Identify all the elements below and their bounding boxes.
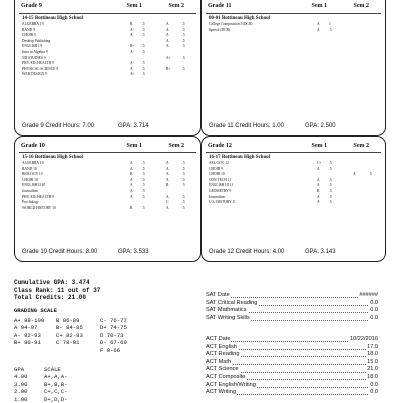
- grading-scale-row: [14, 332, 184, 339]
- sem1-credit: .5: [142, 166, 145, 171]
- sem2-credit: .5: [182, 166, 185, 171]
- course-name: PHY. ED./HEALTH 9: [22, 194, 54, 199]
- sat-value: ######: [359, 292, 378, 298]
- grading-scale-cell: A 94-97: [14, 324, 38, 332]
- act-label: ACT English/Writing: [206, 381, 256, 388]
- sem2-grade: A: [166, 166, 169, 171]
- act-scores: [206, 336, 378, 397]
- sem1-credit: .5: [329, 177, 332, 182]
- cumulative-summary: [14, 279, 100, 302]
- gpa-letters: A+,A,A-: [44, 373, 68, 381]
- sat-value: 0.0: [370, 314, 378, 321]
- sem2-grade: A: [166, 27, 169, 32]
- course-name: BIOLOGY 10: [22, 172, 43, 177]
- course-name: BAND 10: [22, 166, 37, 171]
- sem2-credit: .5: [182, 172, 185, 177]
- grade9-sem1-heading: Sem 1: [126, 3, 142, 9]
- sem2-credit: .5: [182, 44, 185, 49]
- sem2-grade: A: [166, 205, 169, 210]
- grading-scale-cell: A- 92-93: [14, 331, 41, 339]
- sem2-grade: A: [166, 38, 169, 43]
- grade10-credit-hours: Grade 10 Credit Hours: 8.00: [22, 249, 98, 255]
- sem2-credit: .5: [182, 22, 185, 26]
- sem1-grade: A: [130, 66, 133, 71]
- sem1-grade: A-: [130, 61, 134, 66]
- sem1-grade: A: [317, 177, 320, 182]
- sem1-credit: .5: [142, 61, 145, 66]
- sat-row: [206, 300, 378, 308]
- sem1-grade: A-: [130, 27, 134, 32]
- grade10-course-list: [22, 161, 194, 211]
- gpa-scale-row: [14, 373, 134, 380]
- sem1-grade: A: [130, 33, 133, 38]
- gpa-letters: C+,C,C-: [44, 388, 68, 396]
- act-row: [206, 382, 378, 390]
- grade11-header: [208, 3, 379, 13]
- act-value: 18.0: [367, 373, 378, 380]
- course-name: CHOIR 10: [22, 177, 38, 182]
- sem2-grade: A: [166, 194, 169, 199]
- sem2-credit: .5: [182, 38, 185, 43]
- grading-scale-cell: B 86-89: [56, 317, 80, 324]
- sem2-credit: .5: [369, 172, 372, 177]
- grading-scale-row: [14, 347, 184, 354]
- sem2-grade: A: [166, 22, 169, 26]
- act-value: 0.0: [370, 389, 378, 396]
- sat-label: SAT Mathmatics: [206, 307, 247, 314]
- sem2-credit: .5: [182, 205, 185, 210]
- gpa-scale-row: [14, 396, 134, 403]
- grade11-title: Grade 11: [208, 3, 232, 9]
- sat-label: SAT Date: [206, 292, 230, 298]
- grade9-gpa: GPA: 3.714: [118, 123, 149, 129]
- act-label: ACT Composite: [206, 373, 246, 380]
- course-name: ENGLISH I 9: [22, 44, 43, 49]
- grade9-divider: [19, 13, 196, 14]
- course-name: Journalism: [22, 188, 38, 193]
- sem2-credit: .5: [182, 55, 185, 60]
- sem1-credit: .5: [329, 27, 332, 32]
- sem1-grade: A: [130, 183, 133, 188]
- course-name: ASL GOV 12: [209, 161, 229, 165]
- sem2-grade: A: [166, 172, 169, 177]
- grading-scale-cell: A+ 98-100: [14, 317, 45, 324]
- act-label: ACT English: [206, 343, 237, 350]
- sem2-credit: .5: [182, 66, 185, 71]
- grade11-gpa: GPA: 2.500: [305, 123, 336, 129]
- sem1-credit: .5: [142, 66, 145, 71]
- course-name: Intro to Algebra 9: [22, 49, 48, 54]
- sem2-grade: A: [166, 177, 169, 182]
- course-name: WEB DESIGN 9: [22, 72, 47, 77]
- sem1-credit: .5: [142, 49, 145, 54]
- course-row: [209, 200, 379, 206]
- sem1-grade: A-: [130, 188, 134, 193]
- sem2-credit: .5: [182, 33, 185, 38]
- grade12-divider: [206, 152, 381, 153]
- sem2-credit: .5: [182, 27, 185, 32]
- course-name: WORLD HISTORY 10: [22, 205, 56, 210]
- sem2-grade: A+: [166, 55, 171, 60]
- course-name: CHOIR 9: [209, 166, 223, 171]
- sem1-grade: A: [317, 194, 320, 199]
- act-row: [206, 336, 378, 344]
- sem1-credit: .5: [142, 172, 145, 177]
- sem1-grade: A: [317, 200, 320, 205]
- sem1-grade: A: [130, 177, 133, 182]
- sem2-grade: C: [166, 200, 169, 205]
- sat-row: [206, 307, 378, 315]
- sem1-grade: B: [130, 172, 133, 177]
- grade10-sem1-heading: Sem 1: [126, 143, 142, 149]
- act-row: [206, 344, 378, 352]
- act-row: [206, 351, 378, 359]
- sem2-grade: A: [166, 161, 169, 165]
- grade12-sem1-heading: Sem 1: [311, 143, 327, 149]
- grade12-title: Grade 12: [208, 143, 232, 149]
- grading-scale-cell: D 70-73: [100, 331, 124, 339]
- grade12-sem2-heading: Sem 2: [353, 143, 369, 149]
- grade10-school: 15-16 Bottineau High School: [22, 155, 83, 160]
- course-name: ND STUDIES 9: [22, 55, 46, 60]
- course-name: Desktop Publishing: [22, 38, 51, 43]
- sem2-credit: .5: [182, 177, 185, 182]
- gpa-letters: D+,D,D-: [44, 395, 68, 403]
- sem1-grade: A: [130, 161, 133, 165]
- sem1-grade: C+: [317, 161, 322, 165]
- grading-scale-cell: C 78-81: [56, 339, 80, 347]
- grade12-school: 16-17 Bottineau High School: [209, 155, 270, 160]
- sem1-credit: .5: [142, 183, 145, 188]
- sem1-grade: B: [130, 22, 133, 26]
- grading-scale-row: [14, 317, 184, 324]
- sem2-grade: A: [166, 33, 169, 38]
- gpa-value: 2.00: [14, 388, 28, 396]
- course-name: U.S. HISTORY 11: [209, 200, 236, 205]
- grade11-credit-hours: Grade 11 Credit Hours: 1.00: [209, 123, 284, 129]
- sem2-grade: A: [166, 44, 169, 49]
- grading-scale-cell: C- 76-77: [100, 317, 127, 324]
- grade11-panel: [201, 0, 386, 136]
- gpa-letters: B+,B,B-: [44, 380, 68, 388]
- sem1-credit: .5: [142, 44, 145, 49]
- class-rank: Class Rank: 11 out of 37: [14, 286, 101, 294]
- sem1-credit: .5: [142, 161, 145, 165]
- course-name: ENGLISH III 11: [209, 183, 234, 188]
- course-name: ENGLISH II 10: [22, 183, 46, 188]
- grade9-header: [21, 3, 194, 13]
- sem2-grade: A: [353, 172, 356, 177]
- sem1-grade: A: [317, 27, 320, 32]
- sem1-credit: .5: [329, 188, 332, 193]
- act-label: ACT Reading: [206, 351, 240, 358]
- grade12-credit-hours: Grade 12 Credit Hours: 4.00: [209, 249, 285, 255]
- sat-value: 0.0: [370, 299, 378, 306]
- act-value: 15.0: [367, 358, 378, 365]
- grade9-panel: [14, 0, 201, 136]
- sat-label: SAT Critical Reading: [206, 299, 258, 306]
- course-row: [209, 28, 379, 34]
- act-label: ACT Date: [206, 336, 231, 342]
- sem1-grade: A: [130, 194, 133, 199]
- cumulative-gpa: Cumulative GPA: 3.474: [14, 279, 90, 286]
- act-label: ACT Math: [206, 358, 232, 365]
- course-name: ALGEBRA I 9: [22, 161, 44, 165]
- sem1-grade: A+: [130, 72, 135, 77]
- course-name: Psychology: [22, 200, 39, 205]
- gpa-scale-col-scale: SCALE: [44, 366, 61, 373]
- gpa-scale-col-gpa: GPA: [14, 366, 25, 373]
- sem1-credit: .5: [142, 188, 145, 193]
- grading-scale-row: [14, 324, 184, 331]
- sem1-credit: .5: [329, 194, 332, 199]
- grade-panels: [14, 0, 386, 262]
- sem1-credit: .5: [142, 177, 145, 182]
- sem2-credit: .5: [182, 161, 185, 165]
- grade9-school: 14-15 Bottineau High School: [22, 16, 83, 21]
- grade12-gpa: GPA: 3.143: [305, 249, 336, 255]
- act-row: [206, 374, 378, 382]
- course-name: BAND 9: [22, 27, 35, 32]
- course-name: Speech (DCB): [209, 27, 231, 32]
- sem1-grade: A: [317, 166, 320, 171]
- act-value: 21.0: [367, 366, 378, 373]
- sat-label: SAT Writing Skills: [206, 314, 250, 321]
- grade10-divider: [19, 152, 196, 153]
- course-name: College Composition I (DCB): [209, 22, 253, 26]
- grading-scale-title: GRADING SCALE: [14, 307, 57, 314]
- sem1-grade: B: [130, 205, 133, 210]
- grade12-panel: [201, 136, 386, 262]
- grade11-school: 00-01 Bottineau High School: [209, 16, 270, 21]
- sem2-grade: B: [166, 183, 169, 188]
- sem1-grade: A: [317, 183, 320, 188]
- act-value: 10/22/2016: [350, 336, 378, 342]
- grade10-panel: [14, 136, 201, 262]
- grading-scale-row: [14, 339, 184, 346]
- sem2-credit: .5: [182, 183, 185, 188]
- grading-scale-cell: F 0-66: [100, 346, 121, 354]
- course-name: CHOIR 9: [22, 33, 36, 38]
- sem1-credit: .5: [142, 27, 145, 32]
- grade11-divider: [206, 13, 381, 14]
- sat-row: [206, 315, 378, 323]
- act-row: [206, 389, 378, 397]
- gpa-scale-table: [14, 366, 134, 403]
- gpa-scale-row: [14, 381, 134, 388]
- sem2-credit: .5: [182, 200, 185, 205]
- act-row: [206, 366, 378, 374]
- act-row: [206, 359, 378, 367]
- course-name: CHOIR 10: [209, 172, 225, 177]
- grading-scale-cell: D+ 74-75: [100, 324, 127, 332]
- gpa-scale-row: [14, 388, 134, 395]
- grade11-course-list: [209, 22, 379, 33]
- course-name: Journalism: [209, 194, 225, 199]
- sem1-grade: A: [317, 22, 320, 26]
- course-name: ALGEBRA I 9: [22, 22, 44, 26]
- sem1-credit: .5: [329, 161, 332, 165]
- grade11-sem2-heading: Sem 2: [353, 3, 369, 9]
- sat-value: 0.0: [370, 307, 378, 314]
- course-name: PHY. ED./HEALTH 9: [22, 61, 54, 66]
- course-row: [22, 206, 194, 212]
- sem1-credit: .5: [142, 194, 145, 199]
- sem1-grade: B: [317, 188, 320, 193]
- grading-scale-cell: C+ 82-83: [56, 331, 83, 339]
- sem1-credit: 1: [329, 22, 331, 26]
- sem2-credit: .5: [182, 194, 185, 199]
- sem1-credit: .5: [142, 22, 145, 26]
- grade11-sem1-heading: Sem 1: [311, 3, 327, 9]
- sat-row: [206, 292, 378, 300]
- grade9-course-list: [22, 22, 194, 78]
- gpa-scale-header: [14, 366, 134, 373]
- grade10-title: Grade 10: [21, 143, 45, 149]
- sem1-credit: .5: [329, 166, 332, 171]
- course-name: PHYSICAL SCIENCE 9: [22, 66, 59, 71]
- grading-scale-table: [14, 317, 184, 354]
- grading-scale-cell: B+ 90-91: [14, 339, 41, 347]
- sem1-credit: .5: [142, 33, 145, 38]
- sat-scores: [206, 292, 378, 322]
- act-label: ACT Writing: [206, 389, 236, 396]
- sem1-grade: A: [130, 166, 133, 171]
- sem1-grade: B+: [130, 44, 135, 49]
- grade10-gpa: GPA: 3.533: [118, 249, 149, 255]
- course-row: [22, 72, 194, 78]
- course-name: CON TECH 11: [209, 177, 232, 182]
- gpa-value: 4.00: [14, 373, 28, 381]
- grade9-credit-hours: Grade 9 Credit Hours: 7.00: [22, 123, 95, 129]
- grade9-title: Grade 9: [21, 3, 42, 9]
- gpa-value: 3.00: [14, 380, 28, 388]
- total-credits: Total Credits: 21.00: [14, 294, 87, 302]
- act-value: 18.0: [367, 351, 378, 358]
- sem1-credit: .5: [329, 183, 332, 188]
- grade9-sem2-heading: Sem 2: [168, 3, 184, 9]
- sem1-credit: .5: [142, 205, 145, 210]
- gpa-scale-body: [14, 373, 134, 403]
- sem1-grade: A-: [130, 49, 134, 54]
- sem1-credit: .5: [329, 200, 332, 205]
- act-value: 17.0: [367, 343, 378, 350]
- grading-scale-cell: B- 84-85: [56, 324, 83, 332]
- act-label: ACT Science: [206, 366, 239, 373]
- dot-leader: [206, 297, 378, 298]
- course-name: GEOMETRY 9: [209, 188, 232, 193]
- gpa-value: 1.00: [14, 395, 28, 403]
- sem2-grade: B+: [166, 66, 171, 71]
- grade10-sem2-heading: Sem 2: [168, 143, 184, 149]
- sem1-credit: .5: [142, 72, 145, 77]
- act-value: 0.0: [370, 381, 378, 388]
- grading-scale-cell: D- 67-69: [100, 339, 127, 347]
- grade12-course-list: [209, 161, 379, 206]
